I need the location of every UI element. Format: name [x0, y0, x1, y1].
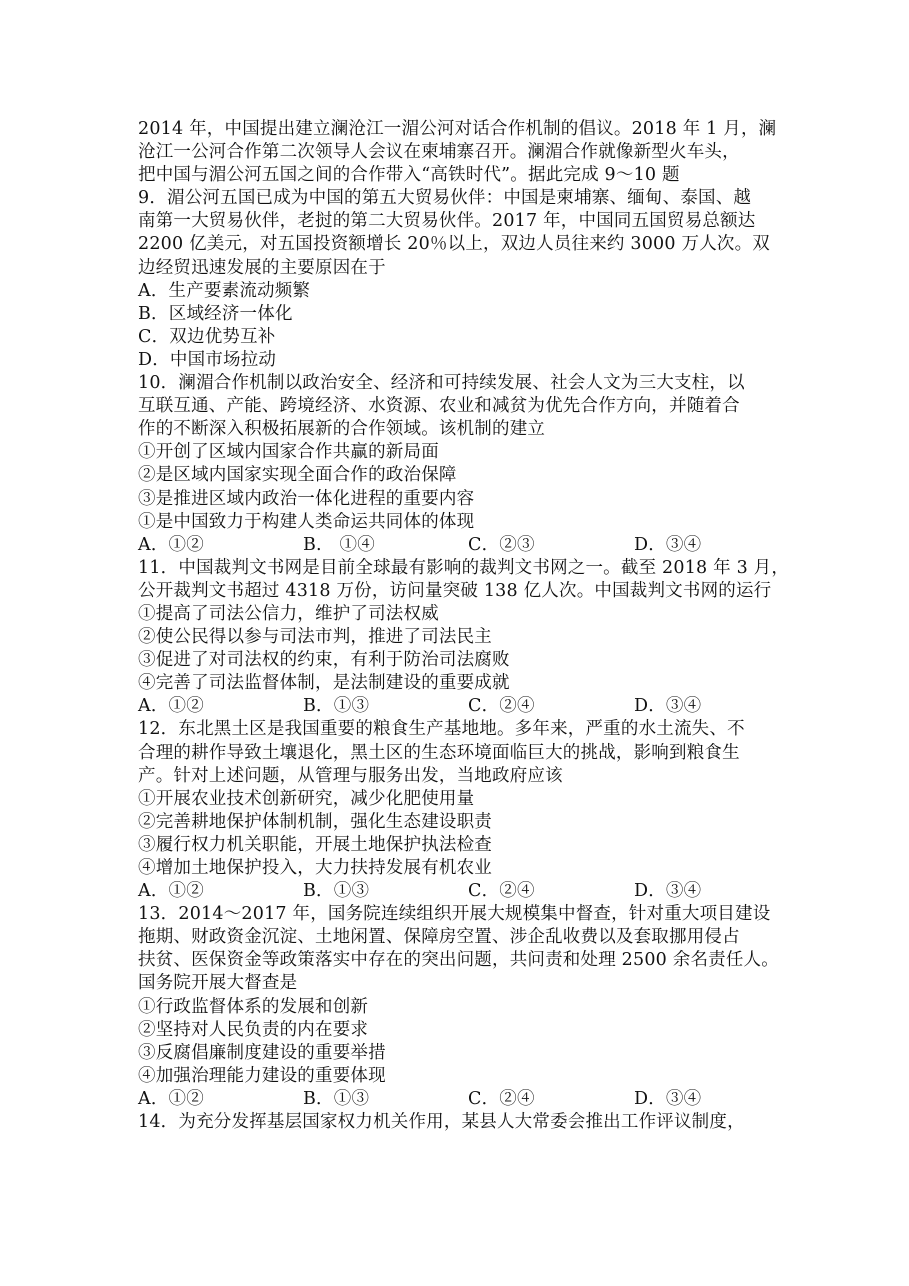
question-9	[138, 187, 778, 372]
option-b: B．①③	[303, 696, 370, 717]
statement-4: ④完善了司法监督体制，是法制建设的重要成就	[138, 673, 510, 694]
statement-3: ③反腐倡廉制度建设的重要举措	[138, 1042, 386, 1063]
options-row	[138, 880, 778, 903]
option-c: C．②③	[468, 534, 535, 555]
question-stem-line: 2200 亿美元，对五国投资额增长 20％以上，双边人员往来约 3000 万人次。双	[138, 234, 770, 255]
option-c: C．②④	[468, 696, 535, 717]
option-b: B．①③	[303, 881, 370, 902]
option-d: D．③④	[634, 1088, 702, 1109]
question-stem-line: 12．东北黑土区是我国重要的粮食生产基地地。多年来，严重的水土流失、不	[138, 719, 745, 740]
statement-2: ②完善耕地保护体制机制，强化生态建设职责	[138, 811, 492, 832]
option-d: D．③④	[634, 696, 702, 717]
option-b: B. ①④	[303, 534, 375, 555]
question-stem-line: 国务院开展大督查是	[138, 973, 298, 994]
statement-2: ②是区域内国家实现全面合作的政治保障	[138, 465, 457, 486]
statement-3: ③促进了对司法权的约束，有利于防治司法腐败	[138, 650, 510, 671]
option-d: D．③④	[634, 881, 702, 902]
question-stem-line: 合理的耕作导致土壤退化，黑土区的生态环境面临巨大的挑战，影响到粮食生	[138, 742, 740, 763]
document-page	[138, 118, 790, 1134]
option-a: A．①②	[138, 534, 204, 555]
intro-line: 2014 年，中国提出建立澜沧江一湄公河对话合作机制的倡议。2018 年 1 月，澜	[138, 119, 777, 139]
statement-1: ①提高了司法公信力，维护了司法权威	[138, 603, 439, 624]
options-row	[138, 534, 778, 557]
question-11	[138, 557, 790, 719]
option-d: D．中国市场拉动	[138, 349, 277, 370]
question-stem-line: 作的不断深入积极拓展新的合作领域。该机制的建立	[138, 419, 546, 440]
question-stem-line: 产。针对上述问题，从管理与服务出发，当地政府应该	[138, 765, 563, 786]
option-a: A．①②	[138, 696, 204, 717]
options-row	[138, 1088, 778, 1111]
option-c: C．②④	[468, 1088, 535, 1109]
statement-4: ④加强治理能力建设的重要体现	[138, 1065, 386, 1086]
statement-2: ②使公民得以参与司法市判，推进了司法民主	[138, 627, 492, 648]
question-stem-line: 10．澜湄合作机制以政治安全、经济和可持续发展、社会人文为三大支柱，以	[138, 373, 745, 394]
option-a: A．生产要素流动频繁	[138, 280, 311, 301]
option-c: C．②④	[468, 881, 535, 902]
option-a: A．①②	[138, 1088, 204, 1109]
question-stem-line: 9．湄公河五国已成为中国的第五大贸易伙伴：中国是柬埔寨、缅甸、泰国、越	[138, 188, 752, 209]
option-c: C．双边优势互补	[138, 326, 276, 347]
statement-1: ①开展农业技术创新研究，减少化肥使用量	[138, 788, 475, 809]
question-stem-line: 边经贸迅速发展的主要原因在于	[138, 257, 386, 278]
statement-3: ③是推进区域内政治一体化进程的重要内容	[138, 488, 475, 509]
option-a: A．①②	[138, 881, 204, 902]
question-stem-line: 公开裁判文书超过 4318 万份，访问量突破 138 亿人次。中国裁判文书网的运行	[138, 580, 772, 601]
question-stem-line: 扶贫、医保资金等政策落实中存在的突出问题，共问责和处理 2500 余名责任人。	[138, 950, 779, 971]
statement-4: ④增加土地保护投入，大力扶持发展有机农业	[138, 858, 492, 878]
question-stem-line: 互联互通、产能、跨境经济、水资源、农业和减贫为优先合作方向，并随着合	[138, 396, 740, 417]
option-b: B．区域经济一体化	[138, 303, 293, 324]
question-13	[138, 903, 778, 1111]
question-stem-line: 南第一大贸易伙伴，老挝的第二大贸易伙伴。2017 年，中国同五国贸易总额达	[138, 211, 756, 232]
option-b: B．①③	[303, 1088, 370, 1109]
question-stem-line: 14．为充分发挥基层国家权力机关作用，某县人大常委会推出工作评议制度，	[138, 1112, 745, 1133]
question-stem-line: 拖期、财政资金沉淀、土地闲置、保障房空置、涉企乱收费以及套取挪用侵占	[138, 927, 740, 948]
intro-line: 沧江一公河合作第二次领导人会议在柬埔寨召开。澜湄合作就像新型火车头，	[138, 142, 740, 163]
statement-4: ①是中国致力于构建人类命运共同体的体现	[138, 511, 475, 532]
statement-2: ②坚持对人民负责的内在要求	[138, 1019, 369, 1040]
statement-1: ①行政监督体系的发展和创新	[138, 996, 369, 1017]
option-d: D．③④	[634, 534, 702, 555]
question-12	[138, 718, 778, 903]
statement-1: ①开创了区域内国家合作共赢的新局面	[138, 442, 439, 463]
options-row	[138, 695, 778, 718]
intro-line: 把中国与湄公河五国之间的合作带入“高铁时代”。据此完成 9～10 题	[138, 165, 680, 186]
intro-paragraph	[138, 118, 778, 187]
question-14	[138, 1111, 778, 1134]
statement-3: ③履行权力机关职能，开展土地保护执法检查	[138, 834, 492, 855]
question-stem-line: 11．中国裁判文书网是目前全球最有影响的裁判文书网之一。截至 2018 年 3 月，	[138, 557, 790, 578]
question-10	[138, 372, 778, 557]
question-stem-line: 13．2014～2017 年，国务院连续组织开展大规模集中督查，针对重大项目建设	[138, 904, 771, 925]
